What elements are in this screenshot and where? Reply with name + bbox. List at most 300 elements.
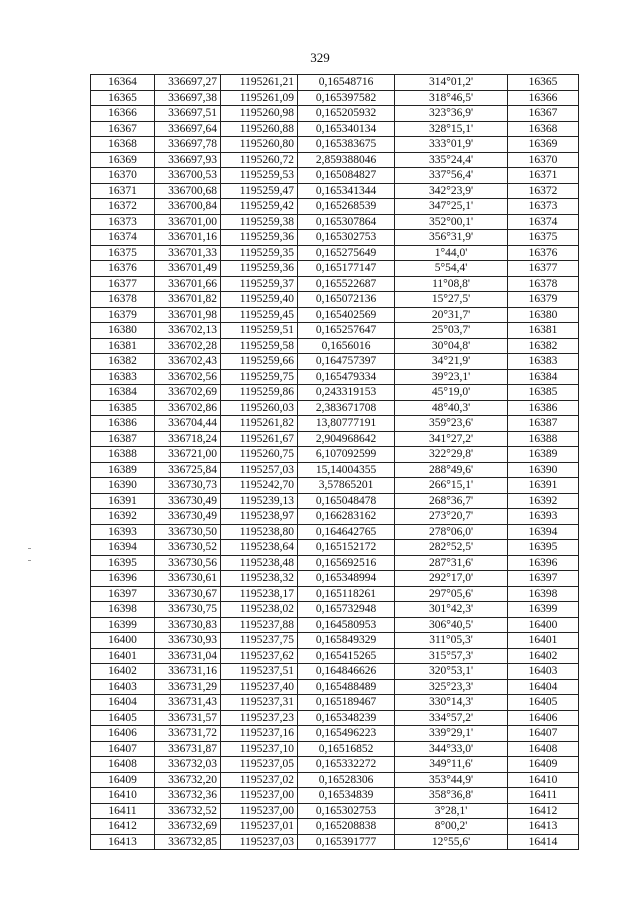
end-point-cell: 16408	[508, 741, 579, 757]
y-coordinate-cell: 1195237,16	[221, 726, 298, 742]
distance-cell: 0,165692516	[298, 555, 395, 571]
y-coordinate-cell: 1195259,38	[221, 214, 298, 230]
start-point-cell: 16380	[91, 323, 155, 339]
distance-cell: 0,165397582	[298, 90, 395, 106]
y-coordinate-cell: 1195259,36	[221, 261, 298, 277]
x-coordinate-cell: 336731,29	[155, 679, 221, 695]
end-point-cell: 16396	[508, 555, 579, 571]
y-coordinate-cell: 1195238,80	[221, 524, 298, 540]
y-coordinate-cell: 1195260,75	[221, 447, 298, 463]
start-point-cell: 16387	[91, 431, 155, 447]
end-point-cell: 16369	[508, 137, 579, 153]
y-coordinate-cell: 1195257,03	[221, 462, 298, 478]
table-row	[91, 137, 579, 153]
table-row	[91, 307, 579, 323]
direction-angle-cell: 5°54,4'	[395, 261, 508, 277]
start-point-cell: 16397	[91, 586, 155, 602]
x-coordinate-cell: 336701,33	[155, 245, 221, 261]
direction-angle-cell: 333°01,9'	[395, 137, 508, 153]
start-point-cell: 16413	[91, 834, 155, 850]
table-row	[91, 323, 579, 339]
y-coordinate-cell: 1195261,09	[221, 90, 298, 106]
y-coordinate-cell: 1195238,48	[221, 555, 298, 571]
direction-angle-cell: 301°42,3'	[395, 602, 508, 618]
direction-angle-cell: 30°04,8'	[395, 338, 508, 354]
end-point-cell: 16392	[508, 493, 579, 509]
end-point-cell: 16365	[508, 75, 579, 91]
scan-speck	[28, 560, 31, 561]
end-point-cell: 16405	[508, 695, 579, 711]
end-point-cell: 16401	[508, 633, 579, 649]
start-point-cell: 16382	[91, 354, 155, 370]
start-point-cell: 16408	[91, 757, 155, 773]
direction-angle-cell: 358°36,8'	[395, 788, 508, 804]
x-coordinate-cell: 336702,56	[155, 369, 221, 385]
y-coordinate-cell: 1195238,32	[221, 571, 298, 587]
page-number: 329	[310, 50, 330, 65]
table-row	[91, 199, 579, 215]
table-row	[91, 354, 579, 370]
direction-angle-cell: 34°21,9'	[395, 354, 508, 370]
x-coordinate-cell: 336732,36	[155, 788, 221, 804]
y-coordinate-cell: 1195259,75	[221, 369, 298, 385]
distance-cell: 0,164757397	[298, 354, 395, 370]
end-point-cell: 16376	[508, 245, 579, 261]
distance-cell: 0,165302753	[298, 230, 395, 246]
y-coordinate-cell: 1195261,21	[221, 75, 298, 91]
end-point-cell: 16413	[508, 819, 579, 835]
table-row	[91, 803, 579, 819]
start-point-cell: 16364	[91, 75, 155, 91]
end-point-cell: 16385	[508, 385, 579, 401]
x-coordinate-cell: 336730,49	[155, 509, 221, 525]
direction-angle-cell: 322°29,8'	[395, 447, 508, 463]
y-coordinate-cell: 1195239,13	[221, 493, 298, 509]
end-point-cell: 16387	[508, 416, 579, 432]
table-row	[91, 478, 579, 494]
x-coordinate-cell: 336702,28	[155, 338, 221, 354]
y-coordinate-cell: 1195237,10	[221, 741, 298, 757]
distance-cell: 0,16528306	[298, 772, 395, 788]
distance-cell: 0,16516852	[298, 741, 395, 757]
direction-angle-cell: 334°57,2'	[395, 710, 508, 726]
x-coordinate-cell: 336697,93	[155, 152, 221, 168]
x-coordinate-cell: 336704,44	[155, 416, 221, 432]
start-point-cell: 16374	[91, 230, 155, 246]
x-coordinate-cell: 336701,82	[155, 292, 221, 308]
distance-cell: 0,165205932	[298, 106, 395, 122]
start-point-cell: 16378	[91, 292, 155, 308]
table-row	[91, 524, 579, 540]
start-point-cell: 16406	[91, 726, 155, 742]
coordinates-table	[90, 74, 579, 850]
end-point-cell: 16367	[508, 106, 579, 122]
direction-angle-cell: 342°23,9'	[395, 183, 508, 199]
end-point-cell: 16412	[508, 803, 579, 819]
direction-angle-cell: 3°28,1'	[395, 803, 508, 819]
direction-angle-cell: 311°05,3'	[395, 633, 508, 649]
distance-cell: 0,165522687	[298, 276, 395, 292]
x-coordinate-cell: 336702,43	[155, 354, 221, 370]
table-row	[91, 338, 579, 354]
direction-angle-cell: 287°31,6'	[395, 555, 508, 571]
direction-angle-cell: 347°25,1'	[395, 199, 508, 215]
y-coordinate-cell: 1195259,42	[221, 199, 298, 215]
table-row	[91, 648, 579, 664]
end-point-cell: 16409	[508, 757, 579, 773]
x-coordinate-cell: 336732,20	[155, 772, 221, 788]
end-point-cell: 16370	[508, 152, 579, 168]
y-coordinate-cell: 1195238,17	[221, 586, 298, 602]
table-row	[91, 245, 579, 261]
table-row	[91, 664, 579, 680]
end-point-cell: 16399	[508, 602, 579, 618]
table-row	[91, 385, 579, 401]
distance-cell: 0,16548716	[298, 75, 395, 91]
end-point-cell: 16384	[508, 369, 579, 385]
start-point-cell: 16376	[91, 261, 155, 277]
x-coordinate-cell: 336731,72	[155, 726, 221, 742]
table-row	[91, 369, 579, 385]
direction-angle-cell: 353°44,9'	[395, 772, 508, 788]
start-point-cell: 16367	[91, 121, 155, 137]
table-row	[91, 679, 579, 695]
x-coordinate-cell: 336730,67	[155, 586, 221, 602]
table-row	[91, 106, 579, 122]
end-point-cell: 16395	[508, 540, 579, 556]
y-coordinate-cell: 1195237,40	[221, 679, 298, 695]
x-coordinate-cell: 336700,84	[155, 199, 221, 215]
x-coordinate-cell: 336730,56	[155, 555, 221, 571]
table-row	[91, 90, 579, 106]
y-coordinate-cell: 1195259,40	[221, 292, 298, 308]
x-coordinate-cell: 336701,98	[155, 307, 221, 323]
distance-cell: 0,165479334	[298, 369, 395, 385]
table-row	[91, 462, 579, 478]
distance-cell: 0,164642765	[298, 524, 395, 540]
distance-cell: 0,165307864	[298, 214, 395, 230]
x-coordinate-cell: 336702,69	[155, 385, 221, 401]
direction-angle-cell: 282°52,5'	[395, 540, 508, 556]
distance-cell: 2,383671708	[298, 400, 395, 416]
end-point-cell: 16374	[508, 214, 579, 230]
y-coordinate-cell: 1195237,31	[221, 695, 298, 711]
x-coordinate-cell: 336701,66	[155, 276, 221, 292]
end-point-cell: 16377	[508, 261, 579, 277]
distance-cell: 0,16534839	[298, 788, 395, 804]
start-point-cell: 16410	[91, 788, 155, 804]
x-coordinate-cell: 336730,83	[155, 617, 221, 633]
distance-cell: 0,165189467	[298, 695, 395, 711]
end-point-cell: 16383	[508, 354, 579, 370]
start-point-cell: 16404	[91, 695, 155, 711]
y-coordinate-cell: 1195237,01	[221, 819, 298, 835]
direction-angle-cell: 12°55,6'	[395, 834, 508, 850]
table-row	[91, 757, 579, 773]
start-point-cell: 16411	[91, 803, 155, 819]
table-row	[91, 617, 579, 633]
table-row	[91, 834, 579, 850]
y-coordinate-cell: 1195259,45	[221, 307, 298, 323]
x-coordinate-cell: 336732,52	[155, 803, 221, 819]
y-coordinate-cell: 1195261,82	[221, 416, 298, 432]
end-point-cell: 16391	[508, 478, 579, 494]
end-point-cell: 16379	[508, 292, 579, 308]
start-point-cell: 16365	[91, 90, 155, 106]
start-point-cell: 16407	[91, 741, 155, 757]
x-coordinate-cell: 336731,43	[155, 695, 221, 711]
start-point-cell: 16388	[91, 447, 155, 463]
end-point-cell: 16388	[508, 431, 579, 447]
distance-cell: 0,165257647	[298, 323, 395, 339]
table-row	[91, 741, 579, 757]
start-point-cell: 16386	[91, 416, 155, 432]
x-coordinate-cell: 336730,50	[155, 524, 221, 540]
start-point-cell: 16393	[91, 524, 155, 540]
x-coordinate-cell: 336732,85	[155, 834, 221, 850]
distance-cell: 0,165275649	[298, 245, 395, 261]
start-point-cell: 16402	[91, 664, 155, 680]
table-row	[91, 400, 579, 416]
x-coordinate-cell: 336730,49	[155, 493, 221, 509]
start-point-cell: 16383	[91, 369, 155, 385]
table-row	[91, 819, 579, 835]
end-point-cell: 16373	[508, 199, 579, 215]
distance-cell: 0,165849329	[298, 633, 395, 649]
table-row	[91, 261, 579, 277]
distance-cell: 0,165177147	[298, 261, 395, 277]
distance-cell: 0,165383675	[298, 137, 395, 153]
start-point-cell: 16377	[91, 276, 155, 292]
direction-angle-cell: 359°23,6'	[395, 416, 508, 432]
distance-cell: 0,165208838	[298, 819, 395, 835]
table-row	[91, 276, 579, 292]
start-point-cell: 16396	[91, 571, 155, 587]
distance-cell: 0,165341344	[298, 183, 395, 199]
direction-angle-cell: 39°23,1'	[395, 369, 508, 385]
end-point-cell: 16382	[508, 338, 579, 354]
end-point-cell: 16407	[508, 726, 579, 742]
direction-angle-cell: 292°17,0'	[395, 571, 508, 587]
x-coordinate-cell: 336731,04	[155, 648, 221, 664]
distance-cell: 0,165348239	[298, 710, 395, 726]
direction-angle-cell: 344°33,0'	[395, 741, 508, 757]
y-coordinate-cell: 1195237,02	[221, 772, 298, 788]
table-row	[91, 447, 579, 463]
y-coordinate-cell: 1195259,58	[221, 338, 298, 354]
scan-speck	[28, 548, 31, 549]
distance-cell: 0,165402569	[298, 307, 395, 323]
x-coordinate-cell: 336731,87	[155, 741, 221, 757]
table-row	[91, 509, 579, 525]
distance-cell: 15,14004355	[298, 462, 395, 478]
y-coordinate-cell: 1195238,64	[221, 540, 298, 556]
end-point-cell: 16398	[508, 586, 579, 602]
end-point-cell: 16390	[508, 462, 579, 478]
distance-cell: 0,165152172	[298, 540, 395, 556]
start-point-cell: 16370	[91, 168, 155, 184]
x-coordinate-cell: 336700,53	[155, 168, 221, 184]
start-point-cell: 16366	[91, 106, 155, 122]
start-point-cell: 16391	[91, 493, 155, 509]
direction-angle-cell: 315°57,3'	[395, 648, 508, 664]
end-point-cell: 16402	[508, 648, 579, 664]
end-point-cell: 16397	[508, 571, 579, 587]
y-coordinate-cell: 1195259,51	[221, 323, 298, 339]
direction-angle-cell: 20°31,7'	[395, 307, 508, 323]
end-point-cell: 16375	[508, 230, 579, 246]
table-row	[91, 230, 579, 246]
x-coordinate-cell: 336732,69	[155, 819, 221, 835]
end-point-cell: 16368	[508, 121, 579, 137]
y-coordinate-cell: 1195238,97	[221, 509, 298, 525]
start-point-cell: 16403	[91, 679, 155, 695]
distance-cell: 0,166283162	[298, 509, 395, 525]
start-point-cell: 16399	[91, 617, 155, 633]
start-point-cell: 16385	[91, 400, 155, 416]
direction-angle-cell: 341°27,2'	[395, 431, 508, 447]
direction-angle-cell: 337°56,4'	[395, 168, 508, 184]
distance-cell: 3,57865201	[298, 478, 395, 494]
direction-angle-cell: 356°31,9'	[395, 230, 508, 246]
direction-angle-cell: 48°40,3'	[395, 400, 508, 416]
x-coordinate-cell: 336702,86	[155, 400, 221, 416]
start-point-cell: 16368	[91, 137, 155, 153]
start-point-cell: 16395	[91, 555, 155, 571]
distance-cell: 0,165048478	[298, 493, 395, 509]
distance-cell: 0,165268539	[298, 199, 395, 215]
y-coordinate-cell: 1195259,37	[221, 276, 298, 292]
table-row	[91, 292, 579, 308]
y-coordinate-cell: 1195259,86	[221, 385, 298, 401]
coordinates-table-body	[91, 75, 579, 850]
direction-angle-cell: 323°36,9'	[395, 106, 508, 122]
x-coordinate-cell: 336730,75	[155, 602, 221, 618]
x-coordinate-cell: 336730,61	[155, 571, 221, 587]
x-coordinate-cell: 336725,84	[155, 462, 221, 478]
y-coordinate-cell: 1195237,51	[221, 664, 298, 680]
x-coordinate-cell: 336697,64	[155, 121, 221, 137]
start-point-cell: 16373	[91, 214, 155, 230]
distance-cell: 0,165496223	[298, 726, 395, 742]
direction-angle-cell: 325°23,3'	[395, 679, 508, 695]
x-coordinate-cell: 336697,38	[155, 90, 221, 106]
start-point-cell: 16409	[91, 772, 155, 788]
y-coordinate-cell: 1195237,88	[221, 617, 298, 633]
end-point-cell: 16389	[508, 447, 579, 463]
start-point-cell: 16405	[91, 710, 155, 726]
x-coordinate-cell: 336721,00	[155, 447, 221, 463]
y-coordinate-cell: 1195259,53	[221, 168, 298, 184]
x-coordinate-cell: 336697,27	[155, 75, 221, 91]
table-row	[91, 431, 579, 447]
direction-angle-cell: 268°36,7'	[395, 493, 508, 509]
table-row	[91, 183, 579, 199]
distance-cell: 0,165348994	[298, 571, 395, 587]
y-coordinate-cell: 1195259,35	[221, 245, 298, 261]
table-row	[91, 695, 579, 711]
table-row	[91, 633, 579, 649]
end-point-cell: 16386	[508, 400, 579, 416]
x-coordinate-cell: 336697,51	[155, 106, 221, 122]
distance-cell: 0,164846626	[298, 664, 395, 680]
direction-angle-cell: 45°19,0'	[395, 385, 508, 401]
direction-angle-cell: 349°11,6'	[395, 757, 508, 773]
start-point-cell: 16394	[91, 540, 155, 556]
x-coordinate-cell: 336701,49	[155, 261, 221, 277]
distance-cell: 0,165340134	[298, 121, 395, 137]
y-coordinate-cell: 1195237,23	[221, 710, 298, 726]
y-coordinate-cell: 1195260,80	[221, 137, 298, 153]
end-point-cell: 16380	[508, 307, 579, 323]
start-point-cell: 16398	[91, 602, 155, 618]
table-row	[91, 493, 579, 509]
end-point-cell: 16372	[508, 183, 579, 199]
end-point-cell: 16406	[508, 710, 579, 726]
x-coordinate-cell: 336731,16	[155, 664, 221, 680]
end-point-cell: 16403	[508, 664, 579, 680]
direction-angle-cell: 11°08,8'	[395, 276, 508, 292]
direction-angle-cell: 328°15,1'	[395, 121, 508, 137]
y-coordinate-cell: 1195237,00	[221, 788, 298, 804]
distance-cell: 0,165332272	[298, 757, 395, 773]
x-coordinate-cell: 336730,93	[155, 633, 221, 649]
direction-angle-cell: 25°03,7'	[395, 323, 508, 339]
start-point-cell: 16375	[91, 245, 155, 261]
y-coordinate-cell: 1195260,98	[221, 106, 298, 122]
table-row	[91, 540, 579, 556]
y-coordinate-cell: 1195260,03	[221, 400, 298, 416]
x-coordinate-cell: 336731,57	[155, 710, 221, 726]
x-coordinate-cell: 336730,73	[155, 478, 221, 494]
table-row	[91, 772, 579, 788]
distance-cell: 13,80777191	[298, 416, 395, 432]
x-coordinate-cell: 336697,78	[155, 137, 221, 153]
x-coordinate-cell: 336718,24	[155, 431, 221, 447]
table-row	[91, 571, 579, 587]
x-coordinate-cell: 336702,13	[155, 323, 221, 339]
distance-cell: 0,165732948	[298, 602, 395, 618]
distance-cell: 0,165072136	[298, 292, 395, 308]
start-point-cell: 16389	[91, 462, 155, 478]
start-point-cell: 16369	[91, 152, 155, 168]
y-coordinate-cell: 1195261,67	[221, 431, 298, 447]
direction-angle-cell: 318°46,5'	[395, 90, 508, 106]
end-point-cell: 16411	[508, 788, 579, 804]
start-point-cell: 16372	[91, 199, 155, 215]
direction-angle-cell: 335°24,4'	[395, 152, 508, 168]
start-point-cell: 16392	[91, 509, 155, 525]
end-point-cell: 16378	[508, 276, 579, 292]
direction-angle-cell: 314°01,2'	[395, 75, 508, 91]
y-coordinate-cell: 1195260,88	[221, 121, 298, 137]
start-point-cell: 16401	[91, 648, 155, 664]
start-point-cell: 16371	[91, 183, 155, 199]
distance-cell: 6,107092599	[298, 447, 395, 463]
y-coordinate-cell: 1195237,62	[221, 648, 298, 664]
table-row	[91, 788, 579, 804]
start-point-cell: 16384	[91, 385, 155, 401]
distance-cell: 0,165415265	[298, 648, 395, 664]
y-coordinate-cell: 1195237,75	[221, 633, 298, 649]
distance-cell: 0,165488489	[298, 679, 395, 695]
y-coordinate-cell: 1195259,66	[221, 354, 298, 370]
end-point-cell: 16394	[508, 524, 579, 540]
end-point-cell: 16404	[508, 679, 579, 695]
y-coordinate-cell: 1195259,36	[221, 230, 298, 246]
direction-angle-cell: 1°44,0'	[395, 245, 508, 261]
distance-cell: 2,904968642	[298, 431, 395, 447]
